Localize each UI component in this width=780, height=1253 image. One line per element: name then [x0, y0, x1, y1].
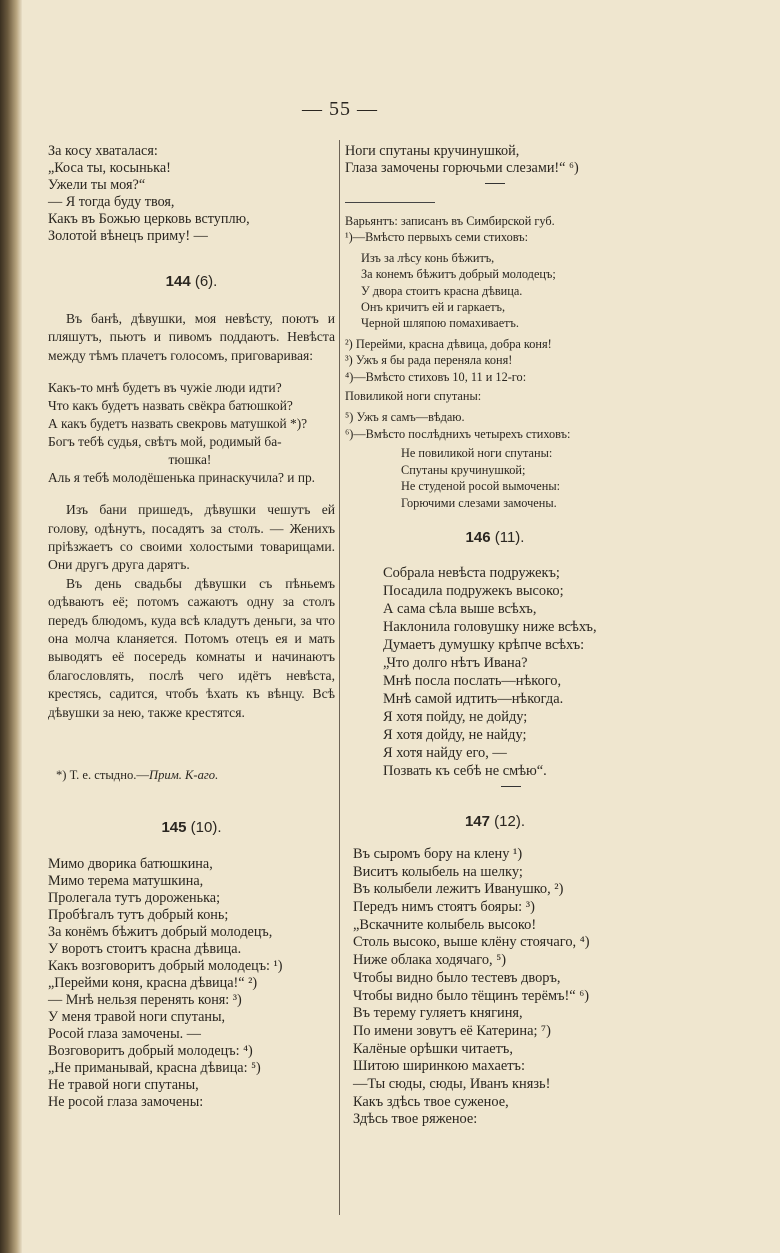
footnote-text: *) Т. е. стыдно.— — [56, 768, 149, 783]
note-6: ⁶)—Вмѣсто послѣднихъ четырехъ стиховъ: — [345, 426, 571, 441]
prose-paragraph: Изъ бани пришедъ, дѣвушки чешутъ ей голову, одѣнутъ, посадятъ за столъ. — Женихъ пріѣзжаетъ со своими холостыми товарищами. Они другъ друга дарятъ. — [48, 502, 335, 573]
song-146-index: (11). — [494, 528, 525, 546]
page-number: — 55 — — [302, 98, 378, 120]
note-1: ¹)—Вмѣсто первыхъ семи стиховъ: — [345, 230, 529, 245]
left-column — [48, 143, 335, 1111]
prose-paragraph: Въ день свадьбы дѣвушки съ пѣньемъ одѣваютъ её; потомъ сажаютъ одну за столъ передъ блюдомъ, куда всѣ кладутъ деньги, за что она молча кланяется. Потомъ отецъ ея и мать выводятъ её посередь комнаты и начинаютъ благословлять, послѣ чего идётъ невѣста, крестясь, садится, чтобъ ѣхать къ вѣнцу. Всѣ дѣвушки за нею, также крестятся. — [48, 575, 335, 720]
song-144-index: (6). — [194, 273, 218, 290]
song-147-heading — [345, 813, 645, 830]
note-6-verse: Не повиликой ноги спутаны: Спутаны кручинушкой; Не студеной росой вымочены: Горючими слезами замочены. — [401, 446, 561, 510]
song-145-verse: Мимо дворика батюшкина, Мимо терема матушкина, Пролегала тутъ дороженька; Пробѣгалъ тутъ добрый конь; За конёмъ бѣжитъ добрый молодецъ, У воротъ стоитъ красна дѣвица. Какъ возговоритъ добрый молодецъ: ¹) „Перейми коня, красна дѣвица!“ ²) — Мнѣ нельзя перенять коня: ³) У меня травой ноги спутаны, Росой глаза замочены. — Возговоритъ добрый молодецъ: ⁴) „Не приманывай, красна дѣвица: ⁵) Не травой ноги спутаны, Не росой глаза замочены: — [48, 856, 283, 1111]
prose-paragraph: Въ банѣ, дѣвушки, моя невѣсту, поютъ и пляшутъ, пьютъ и пивомъ поддаютъ. Невѣста между тѣмъ плачетъ голосомъ, приговаривая: — [48, 311, 335, 363]
note-1-verse: Изъ за лѣсу конь бѣжитъ, За конемъ бѣжитъ добрый молодецъ; У двора стоитъ красна дѣвица. Онъ кричитъ ей и гаркаетъ, Черной шляпою помахиваетъ. — [361, 250, 556, 331]
song-147-verse: Въ сыромъ бору на клену ¹) Виситъ колыбель на шелку; Въ колыбели лежитъ Иванушко, ²) Передъ нимъ стоятъ бояры: ³) „Вскачните колыбель высоко! Столь высоко, выше клёну стоячаго, ⁴) Ниже облака ходячаго, ⁵) Чтобы видно было тестевъ дворъ, Чтобы видно было тёщинъ терёмъ!“ ⁶) Въ терему гуляетъ княгиня, По имени зовутъ её Катерина; ⁷) Калёные орѣшки читаетъ, Шитою ширинкою махаетъ: —Ты сюды, сюды, Иванъ князь! Какъ здѣсь твое суженое, Здѣсь твое ряженое: — [353, 845, 590, 1128]
lament-verse: Какъ-то мнѣ будетъ въ чужіе люди идти? Что какъ будетъ назвать свёкра батюшкой? А какъ будетъ назвать свекровь матушкой *)? Богъ тебѣ судья, свѣтъ мой, родимый ба- тюшка! Аль я тебѣ молодёшенька принаскучила? и пр. — [48, 380, 316, 486]
dash-divider — [501, 786, 521, 787]
song-147-index: (12). — [494, 812, 526, 830]
note-4: ⁴)—Вмѣсто стиховъ 10, 11 и 12-го: — [345, 369, 527, 384]
note-5: ⁵) Ужъ я самъ—вѣдаю. — [345, 410, 465, 425]
song-144-heading — [48, 273, 335, 290]
song-146-number: 146 — [465, 528, 491, 546]
continued-verse: Ноги спутаны кручинушкой, Глаза замочены горючьми слезами!“ ⁶) — [345, 143, 579, 176]
note-2: ²) Перейми, красна дѣвица, добра коня! — [345, 336, 552, 351]
prose-wedding — [48, 501, 335, 722]
footnote — [56, 768, 335, 783]
variant-notes — [345, 213, 645, 511]
intro-verse: За косу хваталася: „Коса ты, косынька! Ужели ты моя?“ — Я тогда буду твоя, Какъ въ Божью церковь вступлю, Золотой вѣнецъ приму! — — [48, 143, 250, 244]
column-divider — [339, 140, 340, 1215]
song-145-index: (10). — [190, 819, 222, 837]
song-147-number: 147 — [464, 812, 490, 830]
book-spine — [0, 0, 22, 1253]
song-146-verse: Собрала невѣста подружекъ; Посадила подружекъ высоко; А сама сѣла выше всѣхъ, Наклонила головушку ниже всѣхъ, Думаетъ думушку крѣпче всѣхъ: „Что долго нѣтъ Ивана? Мнѣ посла послать—нѣкого, Мнѣ самой идтить—нѣкогда. Я хотя пойду, не дойду; Я хотя дойду, не найду; Я хотя найду его, — Позвать къ себѣ не смѣю“. — [383, 564, 597, 779]
right-column — [345, 143, 645, 1129]
song-144-number: 144 — [165, 273, 191, 290]
note-4-verse: Повиликой ноги спутаны: — [345, 389, 482, 404]
song-145-number: 145 — [161, 819, 187, 837]
prose-bath — [48, 310, 335, 365]
note-3: ³) Ужъ я бы рада переняла коня! — [345, 353, 513, 368]
song-146-heading — [345, 529, 645, 546]
variant-intro: Варьянтъ: записанъ въ Симбирской губ. — [345, 214, 555, 228]
song-145-heading — [48, 819, 335, 836]
variant-rule — [345, 202, 435, 203]
footnote-attribution: Прим. К-аго. — [149, 768, 219, 783]
